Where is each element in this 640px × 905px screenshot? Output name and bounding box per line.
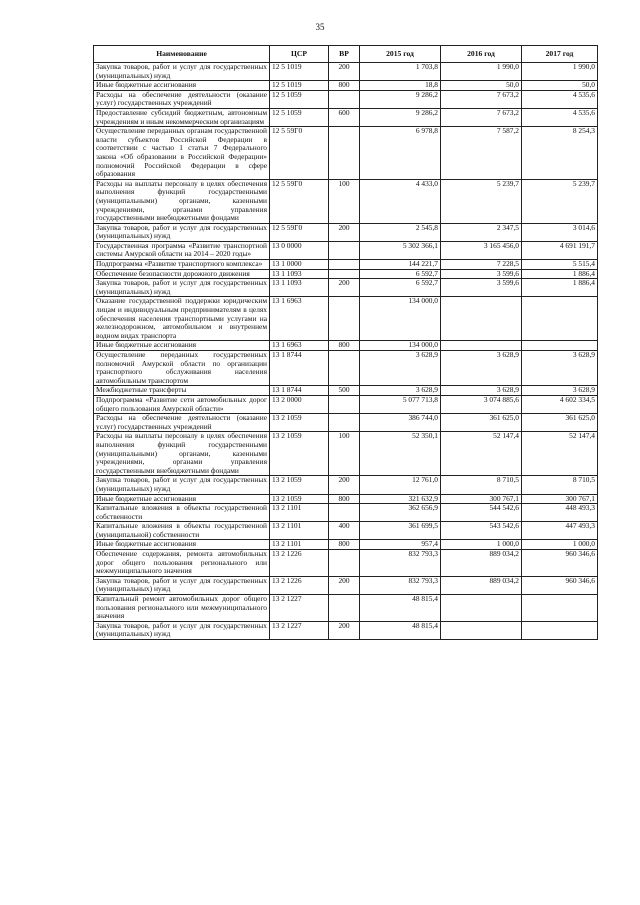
cell-2015: 134 000,0 bbox=[360, 297, 441, 341]
cell-vr: 800 bbox=[329, 494, 360, 504]
table-row bbox=[94, 432, 598, 476]
cell-2016: 3 074 885,6 bbox=[441, 395, 522, 413]
cell-name: Государственная программа «Развитие транспортной системы Амурской области на 2014 – 2020 годы» bbox=[94, 241, 270, 259]
cell-2016: 7 587,2 bbox=[441, 127, 522, 180]
cell-2016: 3 599,6 bbox=[441, 279, 522, 297]
cell-2016 bbox=[441, 595, 522, 622]
cell-vr: 800 bbox=[329, 540, 360, 550]
cell-2015: 957,4 bbox=[360, 540, 441, 550]
cell-2016: 50,0 bbox=[441, 81, 522, 91]
cell-2015: 12 761,0 bbox=[360, 476, 441, 494]
cell-vr: 200 bbox=[329, 621, 360, 639]
cell-name: Иные бюджетные ассигнования bbox=[94, 341, 270, 351]
cell-csr: 13 2 0000 bbox=[270, 395, 329, 413]
table-row bbox=[94, 351, 598, 386]
cell-2017 bbox=[522, 621, 598, 639]
cell-name: Иные бюджетные ассигнования bbox=[94, 81, 270, 91]
cell-2016: 889 034,2 bbox=[441, 550, 522, 577]
cell-2015: 52 350,1 bbox=[360, 432, 441, 476]
cell-2016: 300 767,1 bbox=[441, 494, 522, 504]
cell-2017: 4 691 191,7 bbox=[522, 241, 598, 259]
cell-vr: 800 bbox=[329, 341, 360, 351]
table-row bbox=[94, 127, 598, 180]
cell-name: Осуществление переданных органам государственной власти субъектов Российской Федерации в соответствии с частью 1 статьи 7 Федерального закона «Об образовании в Российской Федерации» полномочий Российской Федерации в сфере образования bbox=[94, 127, 270, 180]
cell-vr: 100 bbox=[329, 432, 360, 476]
cell-2017: 1 000,0 bbox=[522, 540, 598, 550]
cell-2017: 300 767,1 bbox=[522, 494, 598, 504]
cell-csr: 13 2 1101 bbox=[270, 540, 329, 550]
cell-vr: 200 bbox=[329, 576, 360, 594]
cell-2015: 144 221,7 bbox=[360, 260, 441, 270]
cell-csr: 13 2 1101 bbox=[270, 504, 329, 522]
cell-2017: 3 014,6 bbox=[522, 223, 598, 241]
cell-csr: 13 2 1059 bbox=[270, 494, 329, 504]
cell-vr bbox=[329, 241, 360, 259]
cell-2016: 543 542,6 bbox=[441, 522, 522, 540]
cell-vr bbox=[329, 414, 360, 432]
table-row bbox=[94, 504, 598, 522]
table-header-row bbox=[94, 46, 598, 63]
cell-2016: 52 147,4 bbox=[441, 432, 522, 476]
cell-csr: 13 1 1093 bbox=[270, 269, 329, 279]
cell-vr: 100 bbox=[329, 179, 360, 223]
cell-2016: 3 599,6 bbox=[441, 269, 522, 279]
cell-2016: 7 228,5 bbox=[441, 260, 522, 270]
cell-2015: 832 793,3 bbox=[360, 550, 441, 577]
cell-csr: 12 5 59Г0 bbox=[270, 223, 329, 241]
cell-vr: 200 bbox=[329, 63, 360, 81]
cell-csr: 12 5 1059 bbox=[270, 90, 329, 108]
table-row bbox=[94, 576, 598, 594]
cell-name: Обеспечение содержания, ремонта автомобильных дорог общего пользования регионального или межмуниципального значения bbox=[94, 550, 270, 577]
cell-2015: 832 793,3 bbox=[360, 576, 441, 594]
header-name: Наименование bbox=[94, 46, 270, 63]
cell-2017: 8 254,3 bbox=[522, 127, 598, 180]
cell-2015: 48 815,4 bbox=[360, 621, 441, 639]
cell-csr: 13 2 1101 bbox=[270, 522, 329, 540]
cell-2017 bbox=[522, 595, 598, 622]
cell-vr: 200 bbox=[329, 279, 360, 297]
cell-name: Капитальные вложения в объекты государственной (муниципальной) собственности bbox=[94, 522, 270, 540]
table-row bbox=[94, 81, 598, 91]
cell-name: Закупка товаров, работ и услуг для государственных (муниципальных) нужд bbox=[94, 476, 270, 494]
cell-name: Подпрограмма «Развитие транспортного комплекса» bbox=[94, 260, 270, 270]
cell-csr: 13 1 8744 bbox=[270, 351, 329, 386]
cell-csr: 12 5 1019 bbox=[270, 81, 329, 91]
cell-csr: 13 1 8744 bbox=[270, 386, 329, 396]
cell-vr: 800 bbox=[329, 81, 360, 91]
table-row bbox=[94, 108, 598, 126]
cell-2017: 5 239,7 bbox=[522, 179, 598, 223]
cell-name: Расходы на выплаты персоналу в целях обеспечения выполнения функций государственными (муниципальными) органами, казенными учреждениями, органами управления государственными внебюджетными фондами bbox=[94, 179, 270, 223]
cell-csr: 12 5 1019 bbox=[270, 63, 329, 81]
cell-2017: 361 625,0 bbox=[522, 414, 598, 432]
cell-2016 bbox=[441, 621, 522, 639]
header-vr: ВР bbox=[329, 46, 360, 63]
cell-csr: 13 1 6963 bbox=[270, 297, 329, 341]
cell-2015: 5 077 713,8 bbox=[360, 395, 441, 413]
cell-2017 bbox=[522, 297, 598, 341]
cell-2015: 3 628,9 bbox=[360, 351, 441, 386]
cell-name: Закупка товаров, работ и услуг для государственных (муниципальных) нужд bbox=[94, 576, 270, 594]
cell-2016: 3 165 456,0 bbox=[441, 241, 522, 259]
cell-2015: 5 302 366,1 bbox=[360, 241, 441, 259]
cell-2016 bbox=[441, 297, 522, 341]
cell-csr: 13 0 0000 bbox=[270, 241, 329, 259]
cell-name: Подпрограмма «Развитие сети автомобильных дорог общего пользования Амурской области» bbox=[94, 395, 270, 413]
cell-2017: 50,0 bbox=[522, 81, 598, 91]
cell-csr: 13 1 6963 bbox=[270, 341, 329, 351]
cell-vr: 200 bbox=[329, 223, 360, 241]
cell-2017: 1 886,4 bbox=[522, 269, 598, 279]
cell-2015: 1 703,8 bbox=[360, 63, 441, 81]
cell-name: Закупка товаров, работ и услуг для государственных (муниципальных) нужд bbox=[94, 223, 270, 241]
table-row bbox=[94, 223, 598, 241]
table-row bbox=[94, 260, 598, 270]
cell-2017: 960 346,6 bbox=[522, 550, 598, 577]
cell-csr: 12 5 59Г0 bbox=[270, 179, 329, 223]
table-row bbox=[94, 63, 598, 81]
table-row bbox=[94, 621, 598, 639]
cell-2017: 8 710,5 bbox=[522, 476, 598, 494]
cell-csr: 13 2 1059 bbox=[270, 476, 329, 494]
budget-table bbox=[93, 45, 598, 640]
cell-vr: 500 bbox=[329, 386, 360, 396]
cell-csr: 13 2 1227 bbox=[270, 621, 329, 639]
cell-2015: 2 545,8 bbox=[360, 223, 441, 241]
cell-csr: 13 1 0000 bbox=[270, 260, 329, 270]
table-body bbox=[94, 63, 598, 640]
cell-2016: 3 628,9 bbox=[441, 351, 522, 386]
cell-2017: 4 602 334,5 bbox=[522, 395, 598, 413]
cell-2017: 4 535,6 bbox=[522, 90, 598, 108]
cell-name: Иные бюджетные ассигнования bbox=[94, 494, 270, 504]
cell-vr bbox=[329, 504, 360, 522]
cell-2017: 52 147,4 bbox=[522, 432, 598, 476]
cell-name: Иные бюджетные ассигнования bbox=[94, 540, 270, 550]
header-2015: 2015 год bbox=[360, 46, 441, 63]
cell-2016: 361 625,0 bbox=[441, 414, 522, 432]
cell-vr bbox=[329, 127, 360, 180]
cell-2015: 9 286,2 bbox=[360, 108, 441, 126]
table-row bbox=[94, 90, 598, 108]
table-row bbox=[94, 595, 598, 622]
cell-2016: 1 990,0 bbox=[441, 63, 522, 81]
cell-csr: 13 2 1226 bbox=[270, 550, 329, 577]
cell-csr: 13 2 1059 bbox=[270, 414, 329, 432]
table-row bbox=[94, 395, 598, 413]
table-row bbox=[94, 297, 598, 341]
cell-2015: 134 000,0 bbox=[360, 341, 441, 351]
cell-name: Расходы на обеспечение деятельности (оказание услуг) государственных учреждений bbox=[94, 414, 270, 432]
cell-2017: 5 515,4 bbox=[522, 260, 598, 270]
cell-2015: 362 656,9 bbox=[360, 504, 441, 522]
cell-csr: 13 1 1093 bbox=[270, 279, 329, 297]
table-row bbox=[94, 522, 598, 540]
cell-2017: 3 628,9 bbox=[522, 351, 598, 386]
cell-csr: 12 5 1059 bbox=[270, 108, 329, 126]
cell-2016: 2 347,5 bbox=[441, 223, 522, 241]
cell-vr bbox=[329, 260, 360, 270]
cell-2015: 4 433,0 bbox=[360, 179, 441, 223]
cell-name: Обеспечение безопасности дорожного движения bbox=[94, 269, 270, 279]
cell-name: Осуществление переданных государственных полномочий Амурской области по организации транспортного обслуживания населения автомобильным транспортом bbox=[94, 351, 270, 386]
table-row bbox=[94, 550, 598, 577]
cell-2015: 6 978,8 bbox=[360, 127, 441, 180]
cell-2017: 4 535,6 bbox=[522, 108, 598, 126]
header-2017: 2017 год bbox=[522, 46, 598, 63]
cell-vr bbox=[329, 550, 360, 577]
cell-2016: 8 710,5 bbox=[441, 476, 522, 494]
cell-name: Закупка товаров, работ и услуг для государственных (муниципальных) нужд bbox=[94, 621, 270, 639]
cell-name: Межбюджетные трансферты bbox=[94, 386, 270, 396]
table-row bbox=[94, 279, 598, 297]
cell-2015: 48 815,4 bbox=[360, 595, 441, 622]
cell-name: Закупка товаров, работ и услуг для государственных (муниципальных) нужд bbox=[94, 279, 270, 297]
cell-vr bbox=[329, 90, 360, 108]
header-csr: ЦСР bbox=[270, 46, 329, 63]
cell-name: Оказание государственной поддержки юридическим лицам и индивидуальным предпринимателям в целях обеспечения населения транспортными услугами на железнодорожном, автомобильном и внутреннем водном видах транспорта bbox=[94, 297, 270, 341]
cell-csr: 13 2 1226 bbox=[270, 576, 329, 594]
table-row bbox=[94, 241, 598, 259]
cell-2015: 386 744,0 bbox=[360, 414, 441, 432]
cell-vr: 200 bbox=[329, 476, 360, 494]
cell-csr: 13 2 1059 bbox=[270, 432, 329, 476]
cell-2017: 960 346,6 bbox=[522, 576, 598, 594]
cell-2015: 18,8 bbox=[360, 81, 441, 91]
cell-vr: 600 bbox=[329, 108, 360, 126]
cell-2015: 361 699,5 bbox=[360, 522, 441, 540]
cell-2017: 1 886,4 bbox=[522, 279, 598, 297]
cell-2016: 7 673,2 bbox=[441, 108, 522, 126]
cell-csr: 13 2 1227 bbox=[270, 595, 329, 622]
table-row bbox=[94, 414, 598, 432]
cell-2016: 5 239,7 bbox=[441, 179, 522, 223]
cell-2015: 6 592,7 bbox=[360, 279, 441, 297]
cell-2015: 3 628,9 bbox=[360, 386, 441, 396]
cell-2015: 6 592,7 bbox=[360, 269, 441, 279]
cell-2016: 1 000,0 bbox=[441, 540, 522, 550]
cell-name: Предоставление субсидий бюджетным, автономным учреждениям и иным некоммерческим организациям bbox=[94, 108, 270, 126]
cell-2017: 448 493,3 bbox=[522, 504, 598, 522]
cell-2016: 544 542,6 bbox=[441, 504, 522, 522]
cell-vr bbox=[329, 297, 360, 341]
header-2016: 2016 год bbox=[441, 46, 522, 63]
cell-2017: 447 493,3 bbox=[522, 522, 598, 540]
table-row bbox=[94, 476, 598, 494]
cell-2016: 3 628,9 bbox=[441, 386, 522, 396]
cell-vr bbox=[329, 595, 360, 622]
cell-name: Закупка товаров, работ и услуг для государственных (муниципальных) нужд bbox=[94, 63, 270, 81]
cell-name: Капитальный ремонт автомобильных дорог общего пользования регионального или межмуниципального значения bbox=[94, 595, 270, 622]
page-number: 35 bbox=[315, 22, 325, 32]
cell-csr: 12 5 59Г0 bbox=[270, 127, 329, 180]
cell-2016: 7 673,2 bbox=[441, 90, 522, 108]
cell-name: Расходы на выплаты персоналу в целях обеспечения выполнения функций государственными (муниципальными) органами, казенными учреждениями, органами управления государственными внебюджетными фондами bbox=[94, 432, 270, 476]
cell-vr bbox=[329, 395, 360, 413]
cell-2017: 3 628,9 bbox=[522, 386, 598, 396]
cell-name: Капитальные вложения в объекты государственной собственности bbox=[94, 504, 270, 522]
cell-name: Расходы на обеспечение деятельности (оказание услуг) государственных учреждений bbox=[94, 90, 270, 108]
cell-vr bbox=[329, 351, 360, 386]
cell-vr: 400 bbox=[329, 522, 360, 540]
cell-2016: 889 034,2 bbox=[441, 576, 522, 594]
cell-2015: 9 286,2 bbox=[360, 90, 441, 108]
table-row bbox=[94, 179, 598, 223]
cell-2015: 321 632,9 bbox=[360, 494, 441, 504]
cell-2017: 1 990,0 bbox=[522, 63, 598, 81]
